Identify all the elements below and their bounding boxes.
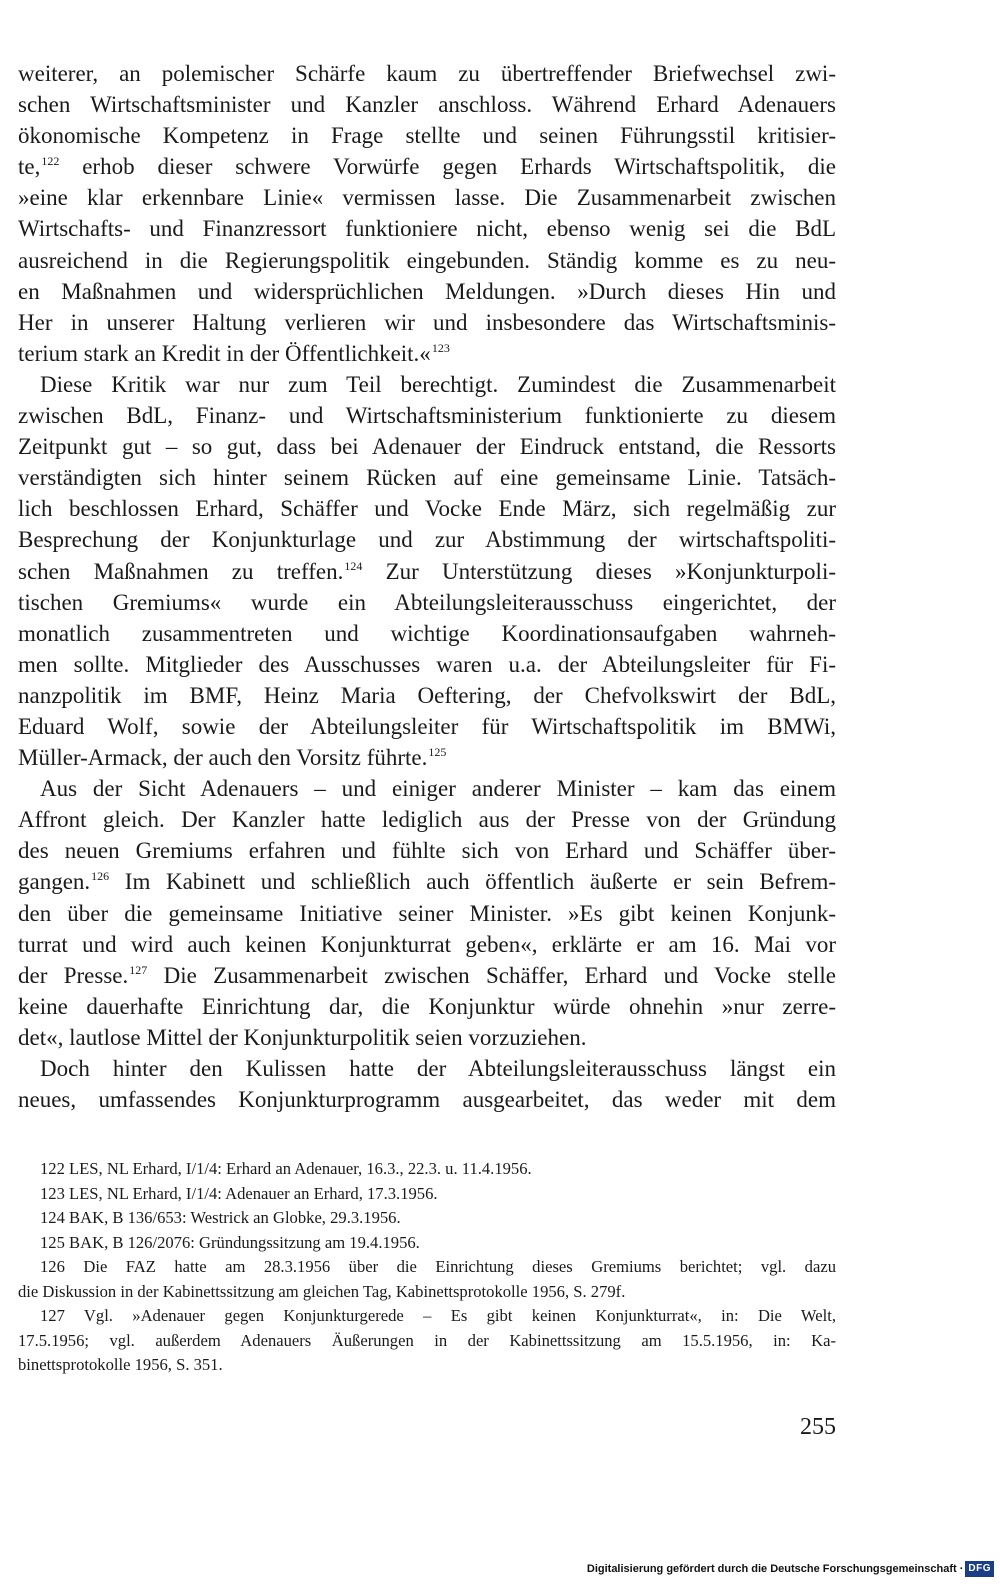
body-line [18, 898, 836, 929]
body-line [18, 711, 836, 742]
body-line [18, 276, 836, 307]
line-text: terium stark an Kredit in der Öffentlichkeit.« [18, 340, 431, 366]
line-text: zwischen BdL, Finanz- und Wirtschaftsministerium funktionierte zu diesem [18, 403, 836, 429]
line-text: 127 Vgl. »Adenauer gegen Konjunkturgerede – Es gibt keinen Konjunkturrat«, in: Die Welt, [40, 1306, 836, 1325]
line-text: Müller-Armack, der auch den Vorsitz führte. [18, 745, 428, 771]
line-text: der Presse. [18, 962, 129, 988]
line-text: erhob dieser schwere Vorwürfe gegen Erhards Wirtschaftspolitik, die [59, 154, 836, 180]
page-number: 255 [800, 1414, 836, 1440]
body-line [18, 1084, 836, 1115]
line-text: Aus der Sicht Adenauers – und einiger anderer Minister – kam das einem [40, 776, 836, 802]
line-text: neues, umfassendes Konjunkturprogramm ausgearbeitet, das weder mit dem [18, 1087, 836, 1113]
body-text [18, 58, 836, 1115]
footnote-line [18, 1182, 836, 1207]
body-line [18, 1053, 836, 1084]
line-text: monatlich zusammentreten und wichtige Koordinationsaufgaben wahrneh- [18, 620, 836, 646]
line-text: gangen. [18, 869, 91, 895]
line-text: te, [18, 154, 41, 180]
line-text: Besprechung der Konjunkturlage und zur Abstimmung der wirtschaftspoliti- [18, 527, 836, 553]
footnote-line [18, 1353, 836, 1378]
line-text: den über die gemeinsame Initiative seiner Minister. »Es gibt keinen Konjunk- [18, 900, 836, 926]
footnote-line [18, 1304, 836, 1329]
body-line [18, 680, 836, 711]
line-text: Im Kabinett und schließlich auch öffentlich äußerte er sein Befrem- [109, 869, 836, 895]
footnote-line [18, 1255, 836, 1280]
footnote-line [18, 1280, 836, 1305]
body-line [18, 369, 836, 400]
line-text: ökonomische Kompetenz in Frage stellte und seinen Führungsstil kritisier- [18, 123, 836, 149]
footnote-ref[interactable]: 123 [431, 340, 450, 355]
body-line [18, 618, 836, 649]
line-text: Eduard Wolf, sowie der Abteilungsleiter für Wirtschaftspolitik im BMWi, [18, 713, 836, 739]
line-text: Her in unserer Haltung verlieren wir und insbesondere das Wirtschaftsminis- [18, 309, 836, 335]
footnote-line [18, 1157, 836, 1182]
line-text: 126 Die FAZ hatte am 28.3.1956 über die Einrichtung dieses Gremiums berichtet; vgl. dazu [40, 1257, 836, 1276]
body-line [18, 245, 836, 276]
footnote-ref[interactable]: 126 [91, 869, 110, 884]
line-text: Diese Kritik war nur zum Teil berechtigt. Zumindest die Zusammenarbeit [40, 371, 836, 397]
body-line [18, 89, 836, 120]
body-line [18, 182, 836, 213]
body-line [18, 400, 836, 431]
line-text: 125 BAK, B 126/2076: Gründungssitzung am 19.4.1956. [40, 1232, 420, 1252]
line-text: »eine klar erkennbare Linie« vermissen lasse. Die Zusammenarbeit zwischen [18, 185, 836, 211]
line-text: Wirtschafts- und Finanzressort funktioniere nicht, ebenso wenig sei die BdL [18, 216, 836, 242]
line-text: en Maßnahmen und widersprüchlichen Meldungen. »Durch dieses Hin und [18, 278, 836, 304]
body-line [18, 742, 836, 773]
line-text: Zur Unterstützung dieses »Konjunkturpoli- [362, 558, 836, 584]
footnote-ref[interactable]: 124 [344, 558, 363, 573]
line-text: weiterer, an polemischer Schärfe kaum zu übertreffender Briefwechsel zwi- [18, 61, 836, 86]
line-text: Zeitpunkt gut – so gut, dass bei Adenauer der Eindruck entstand, die Ressorts [18, 434, 836, 460]
body-line [18, 991, 836, 1022]
dfg-logo: DFG [965, 1561, 994, 1577]
line-text: 124 BAK, B 136/653: Westrick an Globke, 29.3.1956. [40, 1208, 401, 1227]
body-line [18, 338, 836, 369]
body-line [18, 556, 836, 587]
body-line [18, 1022, 836, 1053]
line-text: nanzpolitik im BMF, Heinz Maria Oeftering, der Chefvolkswirt der BdL, [18, 682, 836, 708]
line-text: 123 LES, NL Erhard, I/1/4: Adenauer an Erhard, 17.3.1956. [40, 1183, 438, 1203]
line-text: Affront gleich. Der Kanzler hatte lediglich aus der Presse von der Gründung [18, 807, 836, 833]
line-text: des neuen Gremiums erfahren und fühlte sich von Erhard und Schäffer über- [18, 838, 836, 864]
body-line [18, 866, 836, 897]
body-line [18, 431, 836, 462]
footnote-ref[interactable]: 122 [41, 154, 60, 169]
footnote-line [18, 1231, 836, 1256]
line-text: det«, lautlose Mittel der Konjunkturpolitik seien vorzuziehen. [18, 1024, 587, 1050]
body-line [18, 493, 836, 524]
footnotes [18, 1157, 836, 1378]
line-text: schen Wirtschaftsminister und Kanzler anschloss. Während Erhard Adenauers [18, 92, 836, 118]
body-line [18, 835, 836, 866]
line-text: verständigten sich hinter seinem Rücken auf eine gemeinsame Linie. Tatsäch- [18, 465, 836, 491]
line-text: Die Zusammenarbeit zwischen Schäffer, Erhard und Vocke stelle [147, 962, 836, 988]
body-line [18, 960, 836, 991]
body-line [18, 462, 836, 493]
funding-note: Digitalisierung gefördert durch die Deutsche Forschungsgemeinschaft · [586, 1563, 964, 1575]
body-line [18, 58, 836, 89]
body-line [18, 804, 836, 835]
line-text: turrat und wird auch keinen Konjunkturrat geben«, erklärte er am 16. Mai vor [18, 931, 836, 957]
line-text: die Diskussion in der Kabinettssitzung am gleichen Tag, Kabinettsprotokolle 1956, S. 279f. [18, 1281, 626, 1301]
line-text: 122 LES, NL Erhard, I/1/4: Erhard an Adenauer, 16.3., 22.3. u. 11.4.1956. [40, 1159, 532, 1178]
body-line [18, 120, 836, 151]
body-line [18, 773, 836, 804]
body-line [18, 524, 836, 555]
line-text: 17.5.1956; vgl. außerdem Adenauers Äußerungen in der Kabinettssitzung am 15.5.1956, in: Ka- [18, 1330, 836, 1350]
body-line [18, 649, 836, 680]
footnote-ref[interactable]: 125 [428, 745, 447, 760]
footnote-ref[interactable]: 127 [129, 962, 148, 977]
body-line [18, 151, 836, 182]
body-line [18, 213, 836, 244]
line-text: keine dauerhafte Einrichtung dar, die Konjunktur würde ohnehin »nur zerre- [18, 993, 836, 1019]
line-text: Doch hinter den Kulissen hatte der Abteilungsleiterausschuss längst ein [40, 1056, 836, 1081]
line-text: tischen Gremiums« wurde ein Abteilungsleiterausschuss eingerichtet, der [18, 589, 836, 615]
line-text: men sollte. Mitglieder des Ausschusses waren u.a. der Abteilungsleiter für Fi- [18, 651, 836, 677]
line-text: ausreichend in die Regierungspolitik eingebunden. Ständig komme es zu neu- [18, 247, 836, 273]
line-text: schen Maßnahmen zu treffen. [18, 558, 344, 584]
footnote-line [18, 1329, 836, 1354]
line-text: binettsprotokolle 1956, S. 351. [18, 1355, 223, 1374]
line-text: lich beschlossen Erhard, Schäffer und Vocke Ende März, sich regelmäßig zur [18, 496, 836, 522]
dfg-funding-banner [587, 1560, 994, 1578]
body-line [18, 307, 836, 338]
body-line [18, 587, 836, 618]
footnote-line [18, 1206, 836, 1231]
body-line [18, 929, 836, 960]
